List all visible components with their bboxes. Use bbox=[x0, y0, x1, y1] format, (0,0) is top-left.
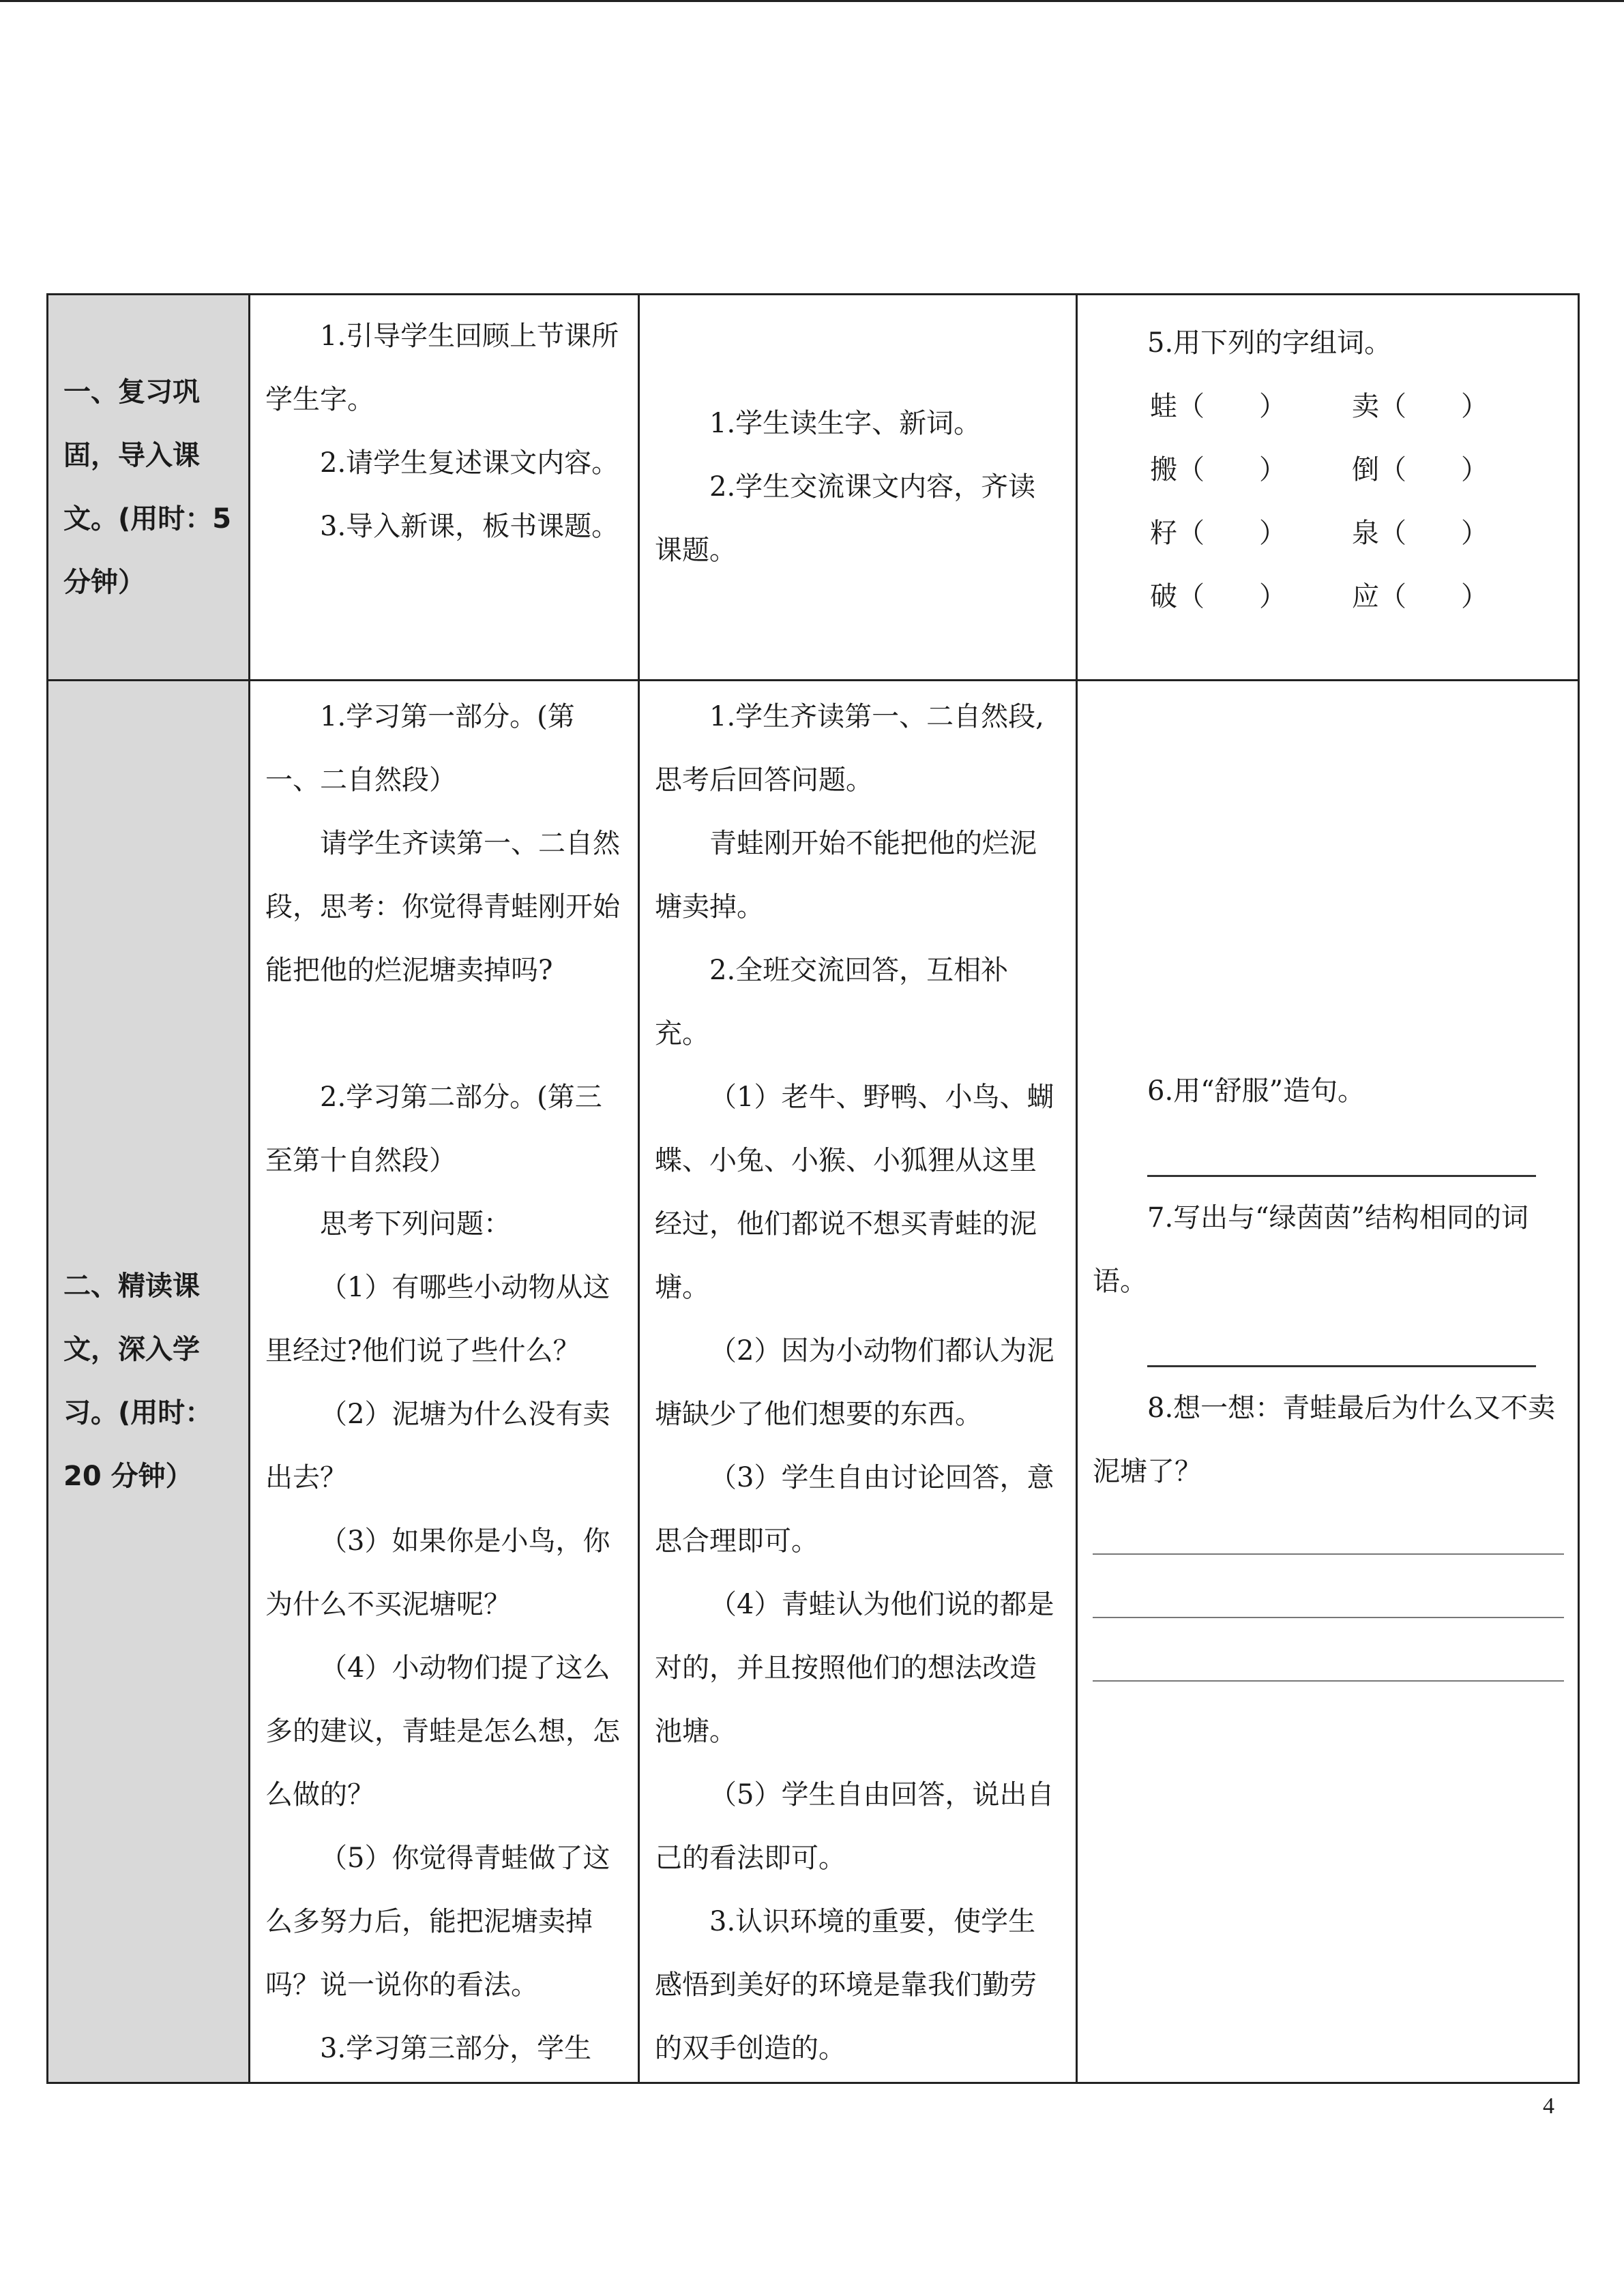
student-step: （5）学生自由回答，说出自己的看法即可。 bbox=[655, 1779, 1054, 1874]
answer-line[interactable] bbox=[1093, 1313, 1564, 1377]
teacher-step: 3.导入新课，板书课题。 bbox=[320, 511, 619, 542]
teacher-question: （2）泥塘为什么没有卖出去？ bbox=[265, 1399, 610, 1493]
teacher-step: 3.学习第三部分，学生 bbox=[320, 2033, 592, 2064]
word-blank: 搬（ ） bbox=[1150, 454, 1286, 486]
teacher-question: （3）如果你是小鸟，你为什么不买泥塘呢？ bbox=[265, 1525, 610, 1620]
student-step: （1）老牛、野鸭、小鸟、蝴蝶、小兔、小猴、小狐狸从这里经过，他们都说不想买青蛙的泥塘。 bbox=[655, 1082, 1054, 1303]
student-activity-cell bbox=[639, 681, 1077, 2083]
top-border-line bbox=[0, 0, 1624, 2]
teacher-question: （1）有哪些小动物从这里经过?他们说了些什么？ bbox=[265, 1272, 610, 1367]
word-blank: 蛙（ ） bbox=[1150, 391, 1286, 422]
word-blank: 籽（ ） bbox=[1150, 518, 1286, 549]
answer-line[interactable] bbox=[1093, 1504, 1564, 1567]
table-row-close-reading bbox=[48, 681, 1579, 2083]
student-step: 3.认识环境的重要，使学生感悟到美好的环境是靠我们勤劳的双手创造的。 bbox=[655, 1906, 1037, 2064]
page-number: 4 bbox=[1543, 2093, 1554, 2119]
list-item bbox=[1093, 438, 1564, 502]
student-step: （2）因为小动物们都认为泥塘缺少了他们想要的东西。 bbox=[655, 1335, 1054, 1430]
student-activity-cell bbox=[639, 295, 1077, 681]
teacher-step: 请学生齐读第一、二自然段，思考：你觉得青蛙刚开始能把他的烂泥塘卖掉吗? bbox=[265, 828, 620, 986]
exercise-q8: 8.想一想：青蛙最后为什么又不卖泥塘了？ bbox=[1093, 1392, 1556, 1487]
student-step: 2.学生交流课文内容，齐读课题。 bbox=[655, 471, 1036, 566]
list-item bbox=[1093, 375, 1564, 438]
student-step: 1.学生读生字、新词。 bbox=[709, 408, 981, 439]
student-step: 2.全班交流回答，互相补充。 bbox=[655, 955, 1009, 1049]
word-blank-list bbox=[1093, 375, 1564, 629]
teacher-step: 1.引导学生回顾上节课所学生字。 bbox=[265, 320, 619, 415]
exercise-q7: 7.写出与“绿茵茵”结构相同的词语。 bbox=[1093, 1202, 1529, 1297]
exercise-title: 5.用下列的字组词。 bbox=[1147, 327, 1392, 359]
student-step: （4）青蛙认为他们说的都是对的，并且按照他们的想法改造池塘。 bbox=[655, 1589, 1054, 1747]
teacher-activity-cell bbox=[250, 295, 639, 681]
exercise-cell bbox=[1077, 295, 1579, 681]
word-blank: 泉（ ） bbox=[1352, 518, 1488, 549]
answer-line[interactable] bbox=[1093, 1567, 1564, 1630]
answer-line[interactable] bbox=[1093, 1123, 1564, 1187]
teacher-step: 思考下列问题： bbox=[320, 1208, 511, 1240]
table-row-review bbox=[48, 295, 1579, 681]
answer-line[interactable] bbox=[1093, 1630, 1564, 1694]
exercise-q6: 6.用“舒服”造句。 bbox=[1147, 1075, 1365, 1107]
teacher-question: （5）你觉得青蛙做了这么多努力后，能把泥塘卖掉吗？说一说你的看法。 bbox=[265, 1843, 610, 2001]
teacher-step: 2.学习第二部分。(第三至第十自然段） bbox=[265, 1082, 602, 1176]
list-item bbox=[1093, 565, 1564, 629]
word-blank: 破（ ） bbox=[1150, 581, 1286, 612]
exercise-cell bbox=[1077, 681, 1579, 2083]
teacher-step: 1.学习第一部分。(第一、二自然段） bbox=[265, 701, 575, 796]
list-item bbox=[1093, 502, 1564, 565]
word-blank: 卖（ ） bbox=[1352, 391, 1488, 422]
student-step: 1.学生齐读第一、二自然段,思考后回答问题。 bbox=[655, 701, 1044, 796]
student-step: （3）学生自由讨论回答，意思合理即可。 bbox=[655, 1462, 1054, 1557]
stage-label-reading: 二、精读课文，深入学习。(用时：20 分钟） bbox=[48, 681, 250, 2083]
student-step: 青蛙刚开始不能把他的烂泥塘卖掉。 bbox=[655, 828, 1037, 923]
teacher-activity-cell bbox=[250, 681, 639, 2083]
teacher-question: （4）小动物们提了这么多的建议，青蛙是怎么想，怎么做的？ bbox=[265, 1652, 620, 1810]
word-blank: 应（ ） bbox=[1352, 581, 1488, 612]
teacher-step: 2.请学生复述课文内容。 bbox=[320, 447, 619, 479]
stage-label-review: 一、复习巩固，导入课文。(用时：5 分钟） bbox=[48, 295, 250, 681]
lesson-plan-table bbox=[46, 293, 1580, 2084]
word-blank: 倒（ ） bbox=[1352, 454, 1488, 486]
